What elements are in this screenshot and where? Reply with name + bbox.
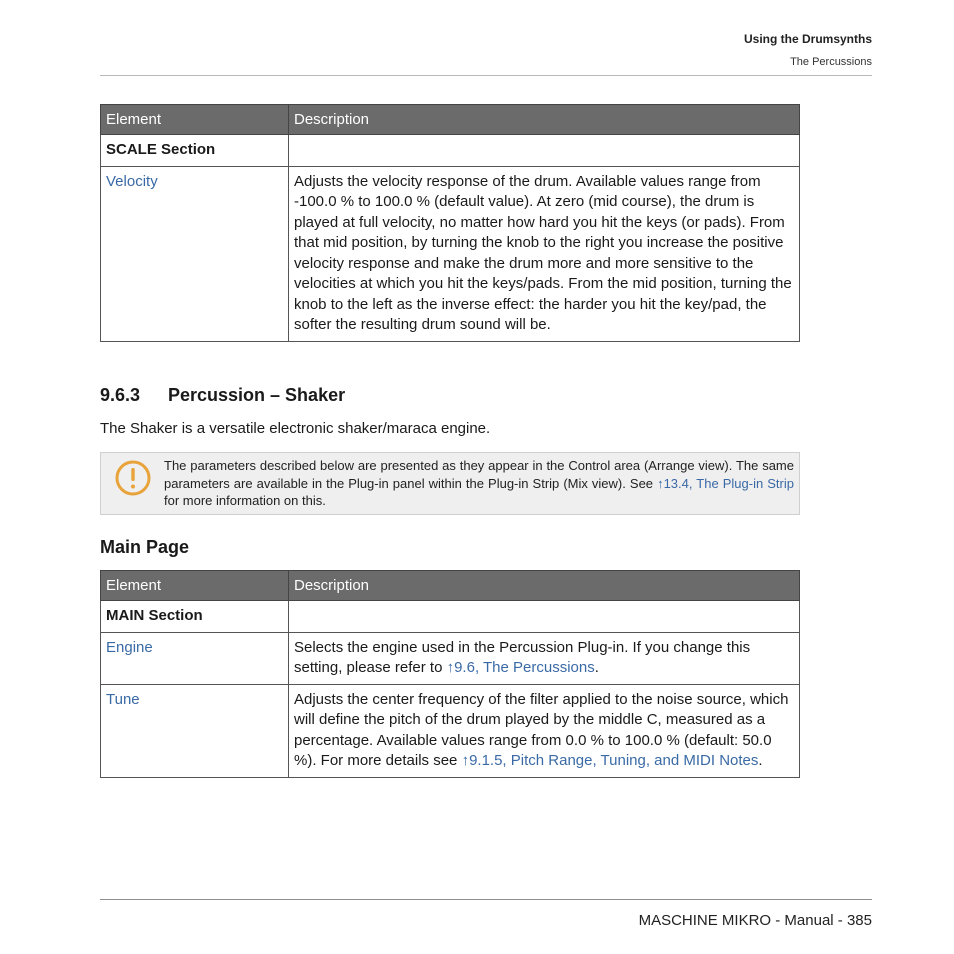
- section-title: Percussion – Shaker: [168, 385, 346, 405]
- description-text: Selects the engine used in the Percussion Plug-in. If you change this setting, please refer to: [294, 638, 751, 676]
- column-header-element: Element: [101, 571, 289, 601]
- plugin-strip-link[interactable]: ↑13.4, The Plug-in Strip: [657, 475, 794, 491]
- exclamation-circle-icon: [115, 460, 151, 496]
- main-parameters-table: [100, 570, 800, 778]
- subheading-main-page: Main Page: [100, 537, 190, 557]
- column-header-description: Description: [289, 105, 800, 135]
- element-cell: [101, 684, 289, 777]
- section-label-main: MAIN Section: [101, 601, 289, 633]
- table-header-row: [101, 105, 800, 135]
- section-row: [101, 601, 800, 633]
- page-footer: MASCHINE MIKRO - Manual - 385: [638, 912, 872, 929]
- description-text: .: [594, 659, 599, 676]
- intro-paragraph: The Shaker is a versatile electronic shaker/maraca engine.: [100, 420, 491, 437]
- table-row: [101, 632, 800, 684]
- pitch-range-link[interactable]: ↑9.1.5, Pitch Range, Tuning, and MIDI Notes: [461, 752, 759, 769]
- header-rule: [100, 75, 872, 76]
- element-cell: [101, 166, 289, 341]
- section-heading: [100, 385, 345, 406]
- element-cell: [101, 632, 289, 684]
- description-cell: Adjusts the velocity response of the drum. Available values range from -100.0 % to 100.0 % (default value). At zero (mid course), the drum is played at full velocity, no matter how hard you hit the keys (or pads). From that mid position, by turning the knob to the right you increase the positive velocity response and make the drum more and more sensitive to the velocities at which you hit the keys/pads. From the mid position, turning the knob to the left as the inverse effect: the harder you hit the key/pad, the softer the resulting drum sound will be.: [289, 166, 800, 341]
- footer-rule: [100, 899, 872, 900]
- note-text-part: for more information on this.: [164, 493, 326, 508]
- description-text: .: [758, 752, 763, 769]
- section-number: 9.6.3: [100, 385, 141, 405]
- velocity-link[interactable]: Velocity: [106, 172, 158, 190]
- running-header-section: The Percussions: [790, 56, 872, 68]
- section-row: [101, 135, 800, 167]
- column-header-description: Description: [289, 571, 800, 601]
- table-row: [101, 166, 800, 341]
- description-cell: [289, 684, 800, 777]
- percussions-link[interactable]: ↑9.6, The Percussions: [446, 659, 595, 676]
- note-text-part: The parameters described below are presented as they appear in the Control area (Arrange view). The same parameters are available in the Plug-in panel within the Plug-in Strip (Mix view). See: [164, 458, 794, 491]
- section-label-scale: SCALE Section: [101, 135, 289, 167]
- table-row: [101, 684, 800, 777]
- column-header-element: Element: [101, 105, 289, 135]
- empty-cell: [289, 601, 800, 633]
- description-cell: [289, 632, 800, 684]
- description-text: Adjusts the center frequency of the filter applied to the noise source, which will define the pitch of the drum played by the middle C, measured as a percentage. Available values range from 0.0 % to 100.0 % (default: 50.0 %). For more details see: [294, 690, 789, 769]
- scale-parameters-table: [100, 104, 800, 342]
- running-header-chapter: Using the Drumsynths: [743, 32, 872, 46]
- tune-link[interactable]: Tune: [106, 690, 140, 708]
- note-box: [100, 452, 800, 515]
- empty-cell: [289, 135, 800, 167]
- table-header-row: [101, 571, 800, 601]
- note-text: [164, 457, 794, 510]
- engine-link[interactable]: Engine: [106, 638, 153, 656]
